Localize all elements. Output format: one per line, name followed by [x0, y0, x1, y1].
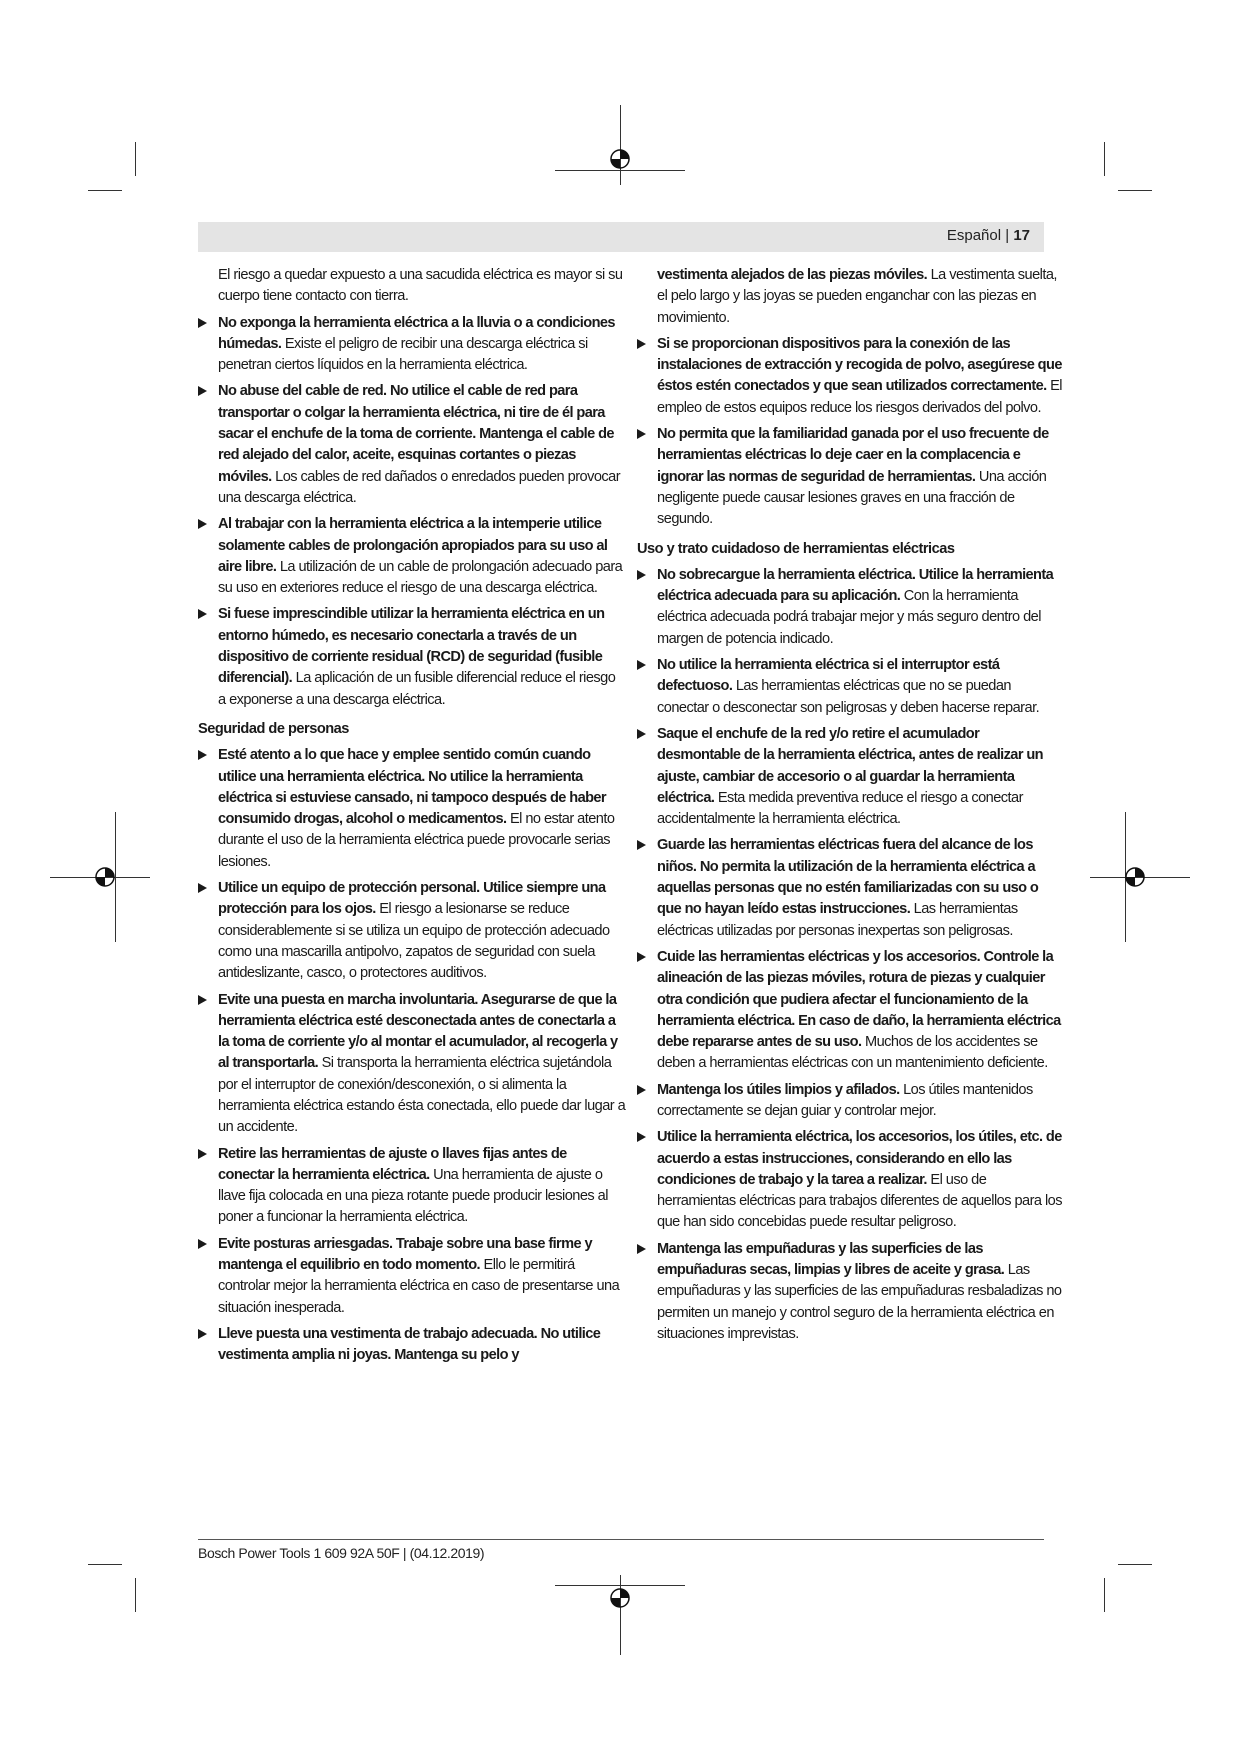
bullet-arrow-icon — [637, 570, 646, 580]
crop-mark — [1104, 1578, 1105, 1612]
bullet-bold-text: No utilice la herramienta eléctrica si el interruptor está defectuoso. — [657, 657, 1000, 695]
footer-rule — [198, 1539, 1044, 1540]
bullet-bold-text: Evite una puesta en marcha involuntaria. Asegurarse de que la herramienta eléctrica esté desconectada antes de conectarla a la toma de corriente y/o al montar el acumulador, al recogerla y al transportarla. — [218, 991, 618, 1072]
crop-mark — [1118, 1564, 1152, 1565]
bullet-body-text: Las herramientas eléctricas utilizadas por personas inexpertas son peligrosas. — [657, 901, 1018, 939]
bullet-item — [637, 947, 1065, 1075]
bullet-bold-text: Evite posturas arriesgadas. Trabaje sobre una base firme y mantenga el equilibrio en todo momento. — [218, 1235, 593, 1274]
bullet-item — [637, 1080, 1065, 1123]
bullet-arrow-icon — [637, 429, 646, 439]
bullet-body-text: Los cables de red dañados o enredados pueden provocar una descarga eléctrica. — [218, 468, 621, 506]
registration-target-icon — [609, 1587, 631, 1609]
bullet-body-text: Las empuñaduras y las superficies de las empuñaduras resbaladizas no permiten un manejo y control seguro de la herramienta eléctrica en situaciones imprevistas. — [657, 1262, 1062, 1342]
bullet-item — [198, 878, 626, 984]
bullet-bold-text: Utilice la herramienta eléctrica, los accesorios, los útiles, etc. de acuerdo a estas instrucciones, considerando en ello las condiciones de trabajo y la tarea a realizar. — [657, 1129, 1062, 1188]
bullet-bold-text: No permita que la familiaridad ganada por el uso frecuente de herramientas eléctricas lo deje caer en la complacencia e ignorar las normas de seguridad de herramientas. — [657, 426, 1049, 485]
continuation-text: La vestimenta suelta, el pelo largo y las joyas se pueden enganchar con las piezas en movimiento. — [657, 267, 1057, 326]
right-column — [637, 265, 1065, 1350]
bullet-list — [198, 313, 626, 711]
bullet-bold-text: Si fuese imprescindible utilizar la herramienta eléctrica en un entorno húmedo, es necesario conectarla a través de un dispositivo de corriente residual (RCD) de seguridad (fusible diferencial). — [218, 606, 605, 687]
bullet-list — [637, 334, 1065, 531]
bullet-bold-text: No exponga la herramienta eléctrica a la lluvia o a condiciones húmedas. — [218, 314, 615, 352]
bullet-body-text: Los útiles mantenidos correctamente se dejan guiar y controlar mejor. — [657, 1081, 1033, 1119]
bullet-item — [198, 1324, 626, 1367]
bullet-body-text: Si transporta la herramienta eléctrica sujetándola por el interruptor de conexión/desconexión, o si alimenta la herramienta eléctrica estando ésta conectada, ello puede dar lugar a un accidente. — [218, 1055, 626, 1136]
bullet-bold-text: Si se proporcionan dispositivos para la conexión de las instalaciones de extracción y recogida de polvo, asegúrese que éstos estén conectados y que sean utilizados correctamente. — [657, 335, 1062, 395]
intro-paragraph: El riesgo a quedar expuesto a una sacudida eléctrica es mayor si su cuerpo tiene contacto con tierra. — [218, 267, 623, 305]
bullet-list — [637, 565, 1065, 1345]
bullet-item — [637, 835, 1065, 941]
bullet-item — [198, 514, 626, 599]
bullet-body-text: Esta medida preventiva reduce el riesgo a conectar accidentalmente la herramienta eléctrica. — [657, 789, 1023, 828]
crop-mark — [88, 190, 122, 191]
page-header — [198, 222, 1044, 252]
page-footer: Bosch Power Tools 1 609 92A 50F | (04.12.2019) — [198, 1545, 485, 1561]
bullet-arrow-icon — [637, 1132, 646, 1142]
bullet-arrow-icon — [198, 883, 207, 893]
bullet-arrow-icon — [637, 1085, 646, 1095]
registration-target-icon — [609, 148, 631, 170]
bullet-bold-text: Esté atento a lo que hace y emplee sentido común cuando utilice una herramienta eléctrica. No utilice la herramienta eléctrica si estuviese cansado, ni tampoco después de haber consumido drogas, alcohol o medicamentos. — [218, 747, 606, 828]
crop-mark — [135, 142, 136, 176]
crop-mark — [1104, 142, 1105, 176]
bullet-bold-text: Guarde las herramientas eléctricas fuera del alcance de los niños. No permita la utilización de la herramienta eléctrica a aquellas personas que no estén familiarizadas con su uso o que no hayan leído estas instrucciones. — [657, 837, 1039, 918]
left-column — [198, 265, 626, 1372]
bullet-item — [637, 655, 1065, 719]
bullet-bold-text: Utilice un equipo de protección personal. Utilice siempre una protección para los ojos. — [218, 880, 606, 918]
bullet-body-text: Ello le permitirá controlar mejor la herramienta eléctrica en caso de presentarse una situación inesperada. — [218, 1257, 620, 1316]
bullet-body-text: Una herramienta de ajuste o llave fija colocada en una pieza rotante puede producir lesiones al poner a funcionar la herramienta eléctrica. — [218, 1166, 608, 1226]
bullet-arrow-icon — [198, 318, 207, 328]
page-number: 17 — [1013, 227, 1030, 244]
bullet-arrow-icon — [198, 1149, 207, 1159]
bullet-arrow-icon — [198, 995, 207, 1005]
bullet-arrow-icon — [198, 386, 207, 396]
bullet-body-text: La utilización de un cable de prolongación adecuado para su uso en exteriores reduce el riesgo de una descarga eléctrica. — [218, 558, 623, 597]
continuation-paragraph — [637, 265, 1065, 329]
bullet-body-text: El empleo de estos equipos reduce los riesgos derivados del polvo. — [657, 378, 1062, 416]
crop-mark — [88, 1564, 122, 1565]
bullet-body-text: El riesgo a lesionarse se reduce considerablemente si se utiliza un equipo de protección adecuado como una mascarilla antipolvo, zapatos de seguridad con suela antideslizante, casco, o protectores auditivos. — [218, 901, 610, 982]
continuation-bold: vestimenta alejados de las piezas móviles. — [657, 267, 928, 283]
bullet-bold-text: Retire las herramientas de ajuste o llaves fijas antes de conectar la herramienta eléctrica. — [218, 1145, 567, 1183]
bullet-bold-text: Al trabajar con la herramienta eléctrica a la intemperie utilice solamente cables de prolongación apropiados para su uso al aire libre. — [218, 516, 608, 575]
registration-target-icon — [94, 866, 116, 888]
bullet-body-text: El no estar atento durante el uso de la herramienta eléctrica puede provocarle serias lesiones. — [218, 811, 615, 870]
crop-mark — [1118, 190, 1152, 191]
bullet-bold-text: No sobrecargue la herramienta eléctrica. Utilice la herramienta eléctrica adecuada para su aplicación. — [657, 566, 1054, 605]
bullet-item — [637, 565, 1065, 650]
bullet-arrow-icon — [637, 840, 646, 850]
bullet-bold-text: No abuse del cable de red. No utilice el cable de red para transportar o colgar la herramienta eléctrica, ni tire de él para sacar el enchufe de la toma de corriente. Mantenga el cable de red alejado del calor, aceite, esquinas cortantes o piezas móviles. — [218, 383, 614, 485]
bullet-item — [198, 1234, 626, 1319]
bullet-item — [198, 604, 626, 710]
bullet-item — [198, 990, 626, 1139]
bullet-item — [637, 1127, 1065, 1233]
page-header-text — [947, 227, 1030, 244]
crop-mark — [135, 1578, 136, 1612]
bullet-body-text: El uso de herramientas eléctricas para trabajos diferentes de aquellos para los que han sido concebidas puede resultar peligroso. — [657, 1171, 1062, 1231]
bullet-item — [637, 334, 1065, 419]
header-language: Español — [946, 227, 1002, 244]
registration-target-icon — [1124, 866, 1146, 888]
bullet-item — [637, 1239, 1065, 1345]
bullet-body-text: Con la herramienta eléctrica adecuada podrá trabajar mejor y más seguro dentro del margen de potencia indicado. — [657, 588, 1041, 647]
header-separator: | — [1005, 227, 1010, 244]
section-heading: Uso y trato cuidadoso de herramientas eléctricas — [637, 540, 955, 557]
bullet-arrow-icon — [637, 1244, 646, 1254]
bullet-body-text: Una acción negligente puede causar lesiones graves en una fracción de segundo. — [657, 468, 1047, 528]
bullet-bold-text: Cuide las herramientas eléctricas y los accesorios. Controle la alineación de las piezas móviles, rotura de piezas y cualquier otra condición que pudiera afectar el funcionamiento de la herramienta eléctrica. En caso de daño, la herramienta eléctrica debe repararse antes de su uso. — [657, 948, 1061, 1051]
bullet-item — [198, 313, 626, 377]
bullet-item — [198, 381, 626, 509]
bullet-bold-text: Mantenga las empuñaduras y las superficies de las empuñaduras secas, limpias y libres de aceite y grasa. — [657, 1240, 1005, 1279]
bullet-item — [637, 724, 1065, 830]
bullet-item — [637, 424, 1065, 530]
bullet-item — [198, 1144, 626, 1229]
bullet-bold-text: Mantenga los útiles limpios y afilados. — [657, 1081, 900, 1098]
bullet-body-text: Muchos de los accidentes se deben a herramientas eléctricas con un mantenimiento deficiente. — [657, 1034, 1048, 1072]
bullet-arrow-icon — [637, 952, 646, 962]
bullet-body-text: Las herramientas eléctricas que no se puedan conectar o desconectar son peligrosas y deben hacerse reparar. — [657, 678, 1040, 716]
bullet-list — [198, 745, 626, 1366]
bullet-item — [198, 745, 626, 873]
bullet-arrow-icon — [198, 750, 207, 760]
bullet-arrow-icon — [637, 660, 646, 670]
bullet-arrow-icon — [637, 339, 646, 349]
section-heading: Seguridad de personas — [198, 720, 349, 737]
bullet-arrow-icon — [637, 729, 646, 739]
bullet-bold-text: Lleve puesta una vestimenta de trabajo adecuada. No utilice vestimenta amplia ni joyas. Mantenga su pelo y — [218, 1325, 601, 1364]
bullet-arrow-icon — [198, 1239, 207, 1249]
bullet-body-text: La aplicación de un fusible diferencial reduce el riesgo a exponerse a una descarga eléctrica. — [218, 670, 616, 708]
bullet-arrow-icon — [198, 1329, 207, 1339]
bullet-arrow-icon — [198, 519, 207, 529]
bullet-body-text: Existe el peligro de recibir una descarga eléctrica si penetran ciertos líquidos en la herramienta eléctrica. — [218, 335, 588, 374]
bullet-bold-text: Saque el enchufe de la red y/o retire el acumulador desmontable de la herramienta eléctrica, antes de realizar un ajuste, cambiar de accesorio o al guardar la herramienta eléctrica. — [657, 725, 1043, 806]
bullet-arrow-icon — [198, 609, 207, 619]
